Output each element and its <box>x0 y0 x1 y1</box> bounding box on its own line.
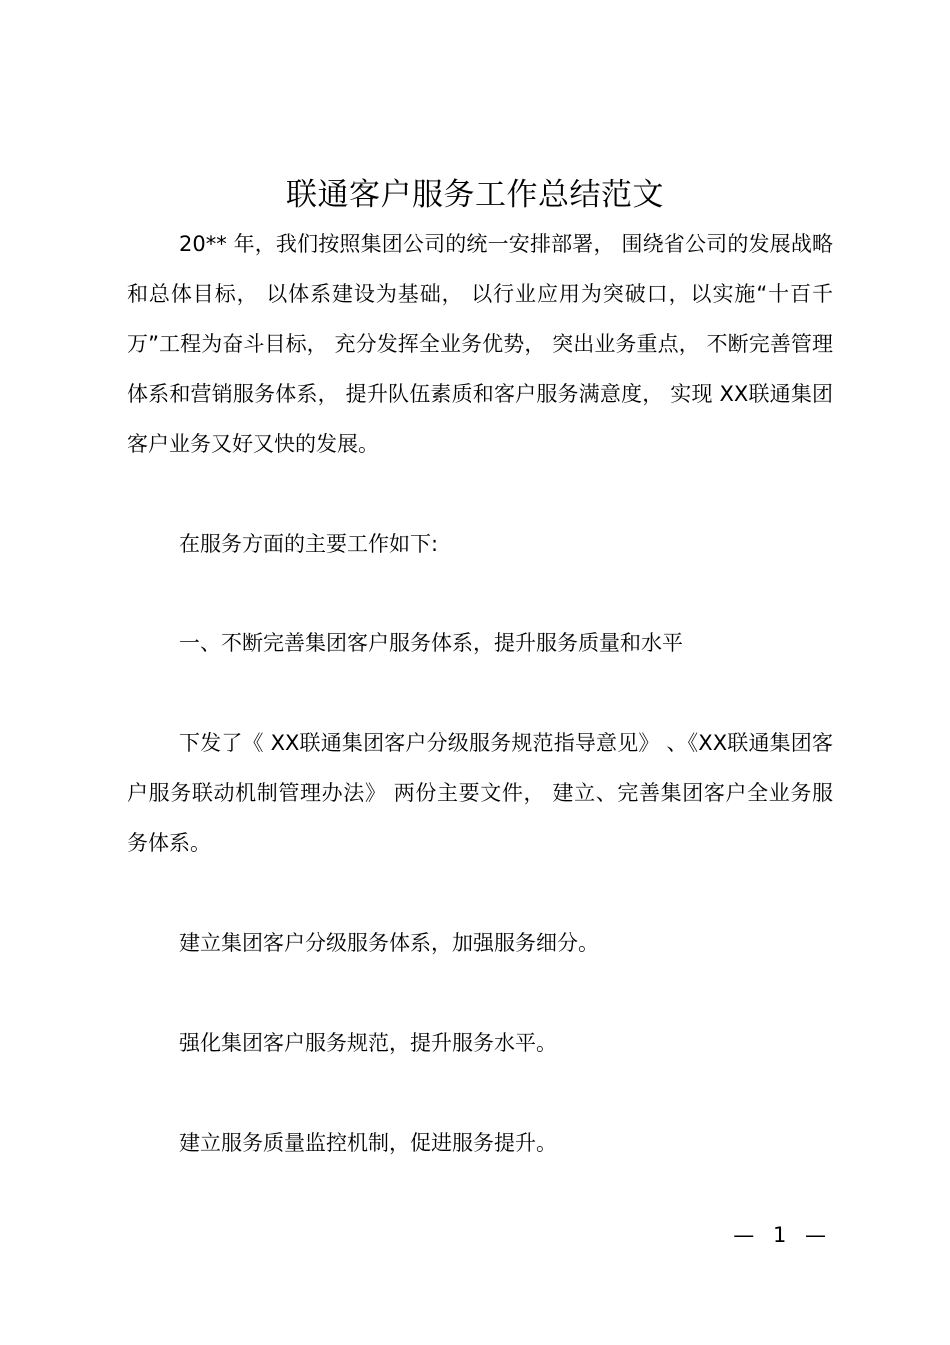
paragraph-quality-monitoring: 建立服务质量监控机制，促进服务提升。 <box>179 1131 557 1155</box>
page-number: — 1 — <box>733 1223 832 1247</box>
paragraph-intro: 20** 年，我们按照集团公司的统一安排部署， 围绕省公司的发展战略和总体目标， 以体系建设为基础， 以行业应用为突破口，以实施“十百千万”工程为奋斗目标， 充分发挥全业务优势， 突出业务重点， 不断完善管理体系和营销服务体系， 提升队伍素质和客户服务满意度， 实现 XX联通集团客户业务又好又快的发展。 <box>127 232 833 456</box>
section-heading-1: 一、不断完善集团客户服务体系，提升服务质量和水平 <box>179 631 683 655</box>
paragraph-documents: 下发了《 XX联通集团客户分级服务规范指导意见》 、《XX联通集团客户服务联动机制管理办法》 两份主要文件， 建立、完善集团客户全业务服务体系。 <box>127 731 833 855</box>
paragraph-main-work: 在服务方面的主要工作如下: <box>179 532 439 556</box>
paragraph-service-standard: 强化集团客户服务规范，提升服务水平。 <box>179 1031 557 1055</box>
paragraph-tiered-service: 建立集团客户分级服务体系，加强服务细分。 <box>179 931 599 955</box>
document-title: 联通客户服务工作总结范文 <box>286 177 664 213</box>
